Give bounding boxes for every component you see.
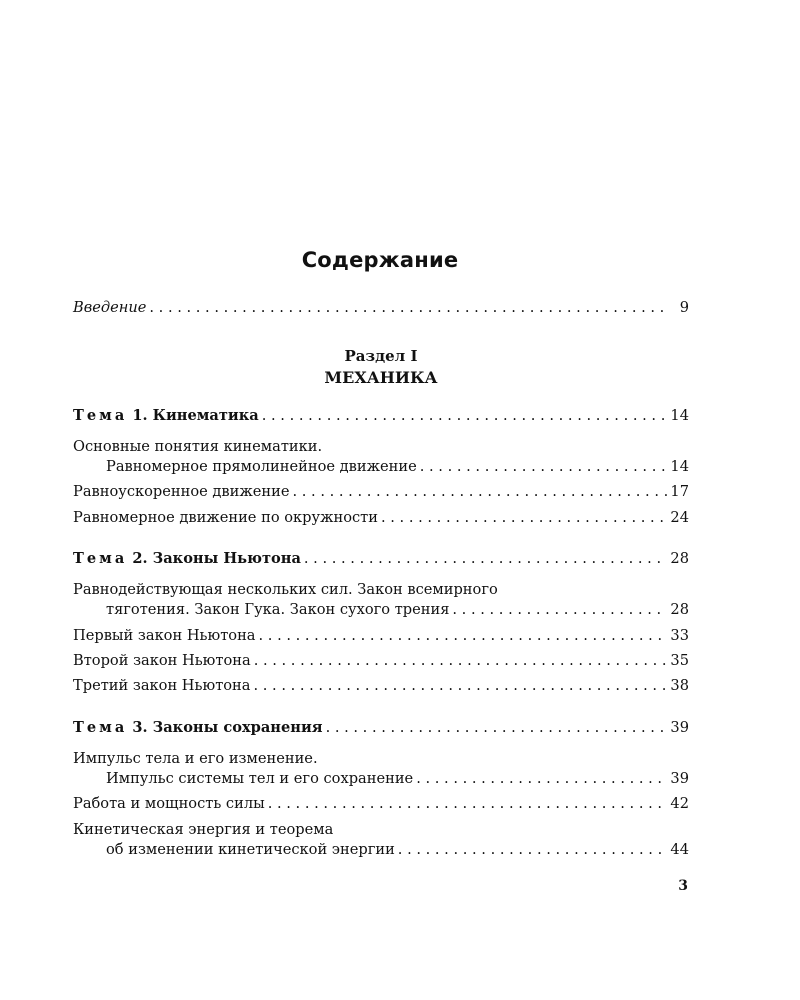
toc-entry-label: Введение <box>73 299 147 316</box>
toc-page-number: 35 <box>670 652 689 669</box>
toc-theme-label <box>73 406 259 426</box>
theme-title: 3. Законы сохранения <box>127 719 323 736</box>
toc-page-number: 38 <box>670 677 689 694</box>
theme-prefix: Тема <box>73 719 128 736</box>
toc-entry-label: Равнодействующая нескольких сил. Закон всемирного <box>73 581 498 598</box>
page-title: Содержание <box>301 248 459 272</box>
toc-entry <box>73 626 689 646</box>
toc-theme-label <box>73 718 323 738</box>
toc-entry-label-continued: Равномерное прямолинейное движение <box>106 458 417 475</box>
toc-page-number: 24 <box>670 509 689 526</box>
dot-leader <box>452 600 667 620</box>
dot-leader <box>262 406 668 426</box>
toc-entry <box>73 676 689 696</box>
toc-page-number: 33 <box>670 627 689 644</box>
dot-leader <box>326 718 668 738</box>
toc-entry <box>73 482 689 502</box>
dot-leader <box>253 676 667 696</box>
toc-entry <box>73 457 689 477</box>
dot-leader <box>304 549 668 569</box>
section-name: МЕХАНИКА <box>324 368 438 387</box>
toc-page-number: 44 <box>670 841 689 858</box>
toc-entry-label-continued: об изменении кинетической энергии <box>106 841 395 858</box>
toc-page-number: 28 <box>670 550 689 567</box>
section-number: Раздел I <box>344 347 418 365</box>
toc-entry <box>73 769 689 789</box>
theme-title: 1. Кинематика <box>127 407 259 424</box>
toc-entry-label: Работа и мощность силы <box>73 795 265 812</box>
toc-entry-label: Равномерное движение по окружности <box>73 509 378 526</box>
dot-leader <box>268 794 668 814</box>
toc-page-number: 42 <box>670 795 689 812</box>
toc-entry-label: Кинетическая энергия и теорема <box>73 821 334 838</box>
toc-page-number: 14 <box>670 458 689 475</box>
dot-leader <box>381 508 667 528</box>
toc-entry <box>73 651 689 671</box>
toc-entry <box>73 794 689 814</box>
theme-prefix: Тема <box>73 407 128 424</box>
dot-leader <box>398 840 668 860</box>
toc-entry-label: Первый закон Ньютона <box>73 627 256 644</box>
toc-entry-label: Третий закон Ньютона <box>73 677 251 694</box>
theme-title: 2. Законы Ньютона <box>127 550 301 567</box>
toc-page-number: 14 <box>670 407 689 424</box>
toc-page-number: 28 <box>670 601 689 618</box>
toc-entry-label-continued: Импульс системы тел и его сохранение <box>106 770 414 787</box>
toc-entry-label: Импульс тела и его изменение. <box>73 750 318 767</box>
toc-entry-label-continued: тяготения. Закон Гука. Закон сухого трения <box>106 601 450 618</box>
toc-entry <box>73 600 689 620</box>
dot-leader <box>293 482 668 502</box>
toc-page-number: 9 <box>679 299 689 316</box>
dot-leader <box>420 457 668 477</box>
theme-prefix: Тема <box>73 550 128 567</box>
toc-theme-heading <box>73 549 689 569</box>
toc-page-number: 39 <box>670 770 689 787</box>
toc-page-number: 39 <box>670 719 689 736</box>
page-number: 3 <box>678 878 688 894</box>
dot-leader <box>259 626 668 646</box>
toc-entry <box>73 508 689 528</box>
toc-entry-label: Второй закон Ньютона <box>73 652 251 669</box>
dot-leader <box>254 651 668 671</box>
toc-entry-introduction <box>73 298 689 318</box>
dot-leader <box>149 298 668 318</box>
toc-entry <box>73 840 689 860</box>
toc-entry-label: Основные понятия кинематики. <box>73 438 323 455</box>
toc-entry-label: Равноускоренное движение <box>73 483 290 500</box>
toc-theme-heading <box>73 406 689 426</box>
dot-leader <box>416 769 667 789</box>
toc-page-number: 17 <box>670 483 689 500</box>
toc-theme-heading <box>73 718 689 738</box>
toc-theme-label <box>73 549 301 569</box>
